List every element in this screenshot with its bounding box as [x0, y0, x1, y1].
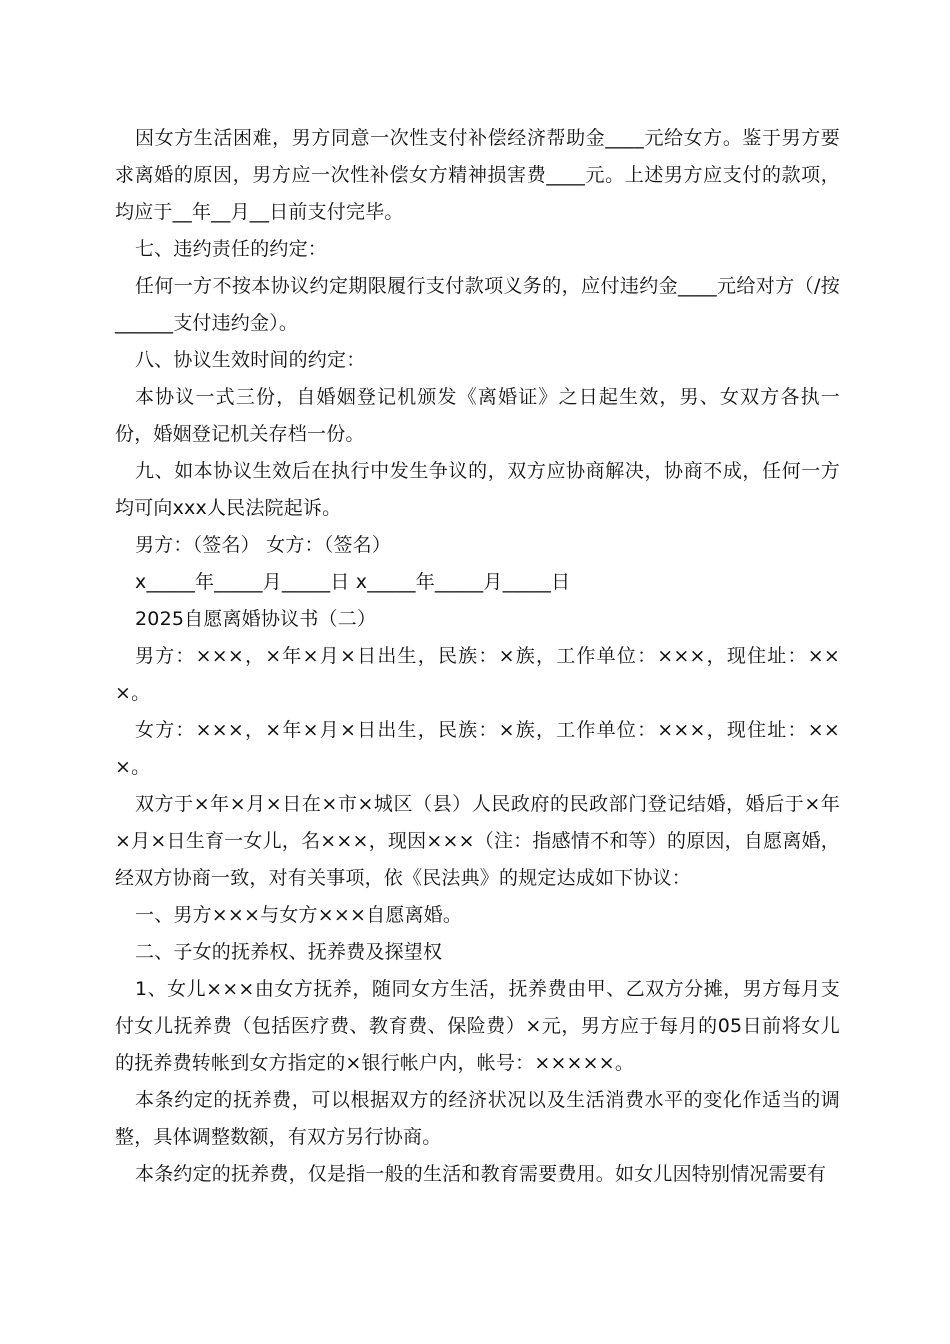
- paragraph-support-scope: 本条约定的抚养费，仅是指一般的生活和教育需要费用。如女儿因特别情况需要有: [135, 1163, 827, 1185]
- paragraph-marriage-background: 双方于×年×月×日在×市×城区（县）人民政府的民政部门登记结婚，婚后于×年×月×日生育一女儿，名×××，现因×××（注：指感情不和等）的原因，自愿离婚，经双方协商一致，对有关事项，依《民法典》的规定达成如下协议：: [115, 793, 840, 889]
- heading-effective-time: 八、协议生效时间的约定：: [135, 349, 366, 371]
- clause-two-item-one: 1、女儿×××由女方抚养，随同女方生活，抚养费由甲、乙双方分摊，男方每月支付女儿抚养费（包括医疗费、教育费、保险费）×元，男方应于每月的05日前将女儿的抚养费转帐到女方指定的×银行帐户内，帐号：×××××。: [115, 978, 840, 1074]
- document-body: [115, 120, 840, 1193]
- paragraph-wife-info: 女方：×××，×年×月×日出生，民族：×族，工作单位：×××，现住址：×××。: [115, 719, 840, 778]
- section-title-agreement-two: 2025自愿离婚协议书（二）: [135, 608, 377, 630]
- clause-two-heading: 二、子女的抚养权、抚养费及探望权: [135, 941, 443, 963]
- paragraph-copies: 本协议一式三份，自婚姻登记机颁发《离婚证》之日起生效，男、女双方各执一份，婚姻登记机关存档一份。: [115, 386, 840, 445]
- paragraph-breach-penalty: 任何一方不按本协议约定期限履行支付款项义务的，应付违约金____元给对方（/按______支付违约金）。: [115, 275, 840, 334]
- paragraph-dispute: 九、如本协议生效后在执行中发生争议的，双方应协商解决，协商不成，任何一方均可向xxx人民法院起诉。: [115, 460, 840, 519]
- heading-breach-liability: 七、违约责任的约定：: [135, 238, 328, 260]
- paragraph-support-adjustment: 本条约定的抚养费，可以根据双方的经济状况以及生活消费水平的变化作适当的调整，具体调整数额，有双方另行协商。: [115, 1089, 840, 1148]
- signature-line: 男方：（签名） 女方：（签名）: [135, 534, 392, 556]
- clause-one: 一、男方×××与女方×××自愿离婚。: [135, 904, 463, 926]
- paragraph-compensation: 因女方生活困难，男方同意一次性支付补偿经济帮助金____元给女方。鉴于男方要求离婚的原因，男方应一次性补偿女方精神损害费____元。上述男方应支付的款项，均应于__年__月__日前支付完毕。: [115, 127, 840, 223]
- date-line: x_____年_____月_____日 x_____年_____月_____日: [135, 571, 571, 593]
- paragraph-husband-info: 男方：×××，×年×月×日出生，民族：×族，工作单位：×××，现住址：×××。: [115, 645, 840, 704]
